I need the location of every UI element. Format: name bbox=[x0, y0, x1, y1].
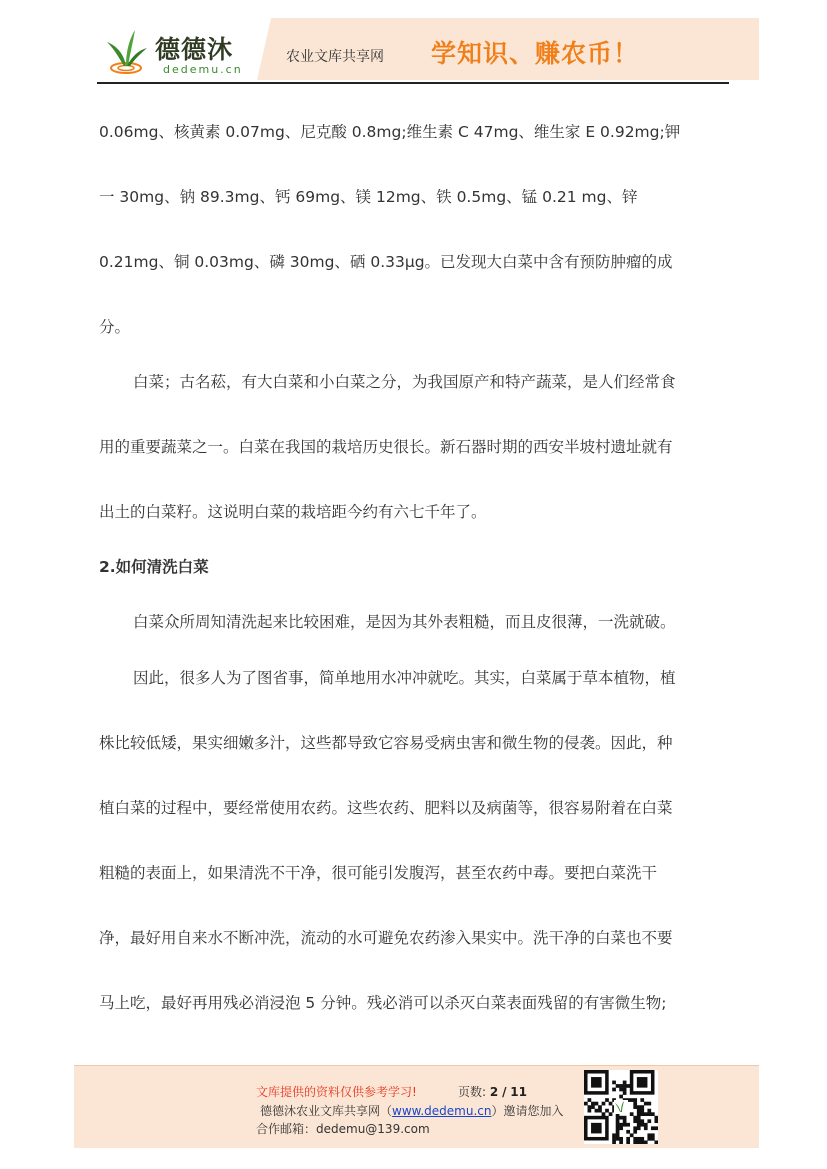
footer-email: 合作邮箱：dedemu@139.com bbox=[256, 1122, 430, 1136]
paragraph-line: 0.06mg、核黄素 0.07mg、尼克酸 0.8mg;维生素 C 47mg、维生家 E 0.92mg;钾 bbox=[99, 123, 681, 141]
page-footer bbox=[74, 1065, 759, 1148]
invite-prefix: 德德沐农业文库共享网（ bbox=[260, 1104, 393, 1118]
paragraph-line: 株比较低矮，果实细嫩多汁，这些都导致它容易受病虫害和微生物的侵袭。因此，种 bbox=[99, 734, 673, 752]
page-current: 2 bbox=[489, 1085, 499, 1099]
footer-notice: 文库提供的资料仅供参考学习! bbox=[256, 1085, 417, 1099]
paragraph-line: 白菜；古名菘，有大白菜和小白菜之分，为我国原产和特产蔬菜，是人们经常食 bbox=[133, 373, 676, 391]
page-total: 11 bbox=[510, 1085, 527, 1099]
site-link[interactable]: www.dedemu.cn bbox=[392, 1104, 492, 1118]
paragraph-line: 用的重要蔬菜之一。白菜在我国的栽培历史很长。新石器时期的西安半坡村遗址就有 bbox=[99, 438, 673, 456]
site-name: 农业文库共享网 bbox=[286, 49, 384, 65]
header-divider bbox=[97, 82, 729, 84]
page-separator: / bbox=[502, 1085, 507, 1099]
paragraph-line: 0.21mg、铜 0.03mg、磷 30mg、硒 0.33μg。已发现大白菜中含有预防肿瘤的成 bbox=[99, 253, 673, 271]
qr-code-icon bbox=[584, 1070, 658, 1144]
paragraph-line: 因此，很多人为了图省事，简单地用水冲冲就吃。其实，白菜属于草本植物，植 bbox=[133, 669, 676, 687]
paragraph-line: 分。 bbox=[99, 318, 131, 336]
paragraph-line: 出土的白菜籽。这说明白菜的栽培距今约有六七千年了。 bbox=[99, 503, 487, 521]
paragraph-line: 一 30mg、钠 89.3mg、钙 69mg、镁 12mg、铁 0.5mg、锰 0.21 mg、锌 bbox=[99, 188, 638, 206]
invite-suffix: ）邀请您加入 bbox=[491, 1104, 564, 1118]
footer-invite bbox=[260, 1102, 564, 1119]
leaf-logo-icon bbox=[103, 28, 149, 76]
section-heading: 2.如何清洗白菜 bbox=[99, 558, 209, 576]
logo-title: 德德沐 bbox=[155, 35, 234, 64]
paragraph-line: 植白菜的过程中，要经常使用农药。这些农药、肥料以及病菌等，很容易附着在白菜 bbox=[99, 799, 673, 817]
paragraph-line: 粗糙的表面上，如果清洗不干净，很可能引发腹泻，甚至农药中毒。要把白菜洗干 bbox=[99, 864, 658, 882]
paragraph-line: 马上吃，最好再用残必消浸泡 5 分钟。残必消可以杀灭白菜表面残留的有害微生物; bbox=[99, 994, 667, 1012]
paragraph-line: 白菜众所周知清洗起来比较困难，是因为其外表粗糙，而且皮很薄，一洗就破。 bbox=[133, 613, 676, 631]
page-header bbox=[97, 18, 759, 82]
paragraph-line: 净，最好用自来水不断冲洗，流动的水可避免农药渗入果实中。洗干净的白菜也不要 bbox=[99, 929, 673, 947]
logo-domain: dedemu.cn bbox=[163, 63, 243, 76]
page-counter-label: 页数: bbox=[458, 1085, 487, 1099]
slogan: 学知识、赚农币！ bbox=[431, 39, 640, 68]
page-counter bbox=[458, 1083, 527, 1100]
